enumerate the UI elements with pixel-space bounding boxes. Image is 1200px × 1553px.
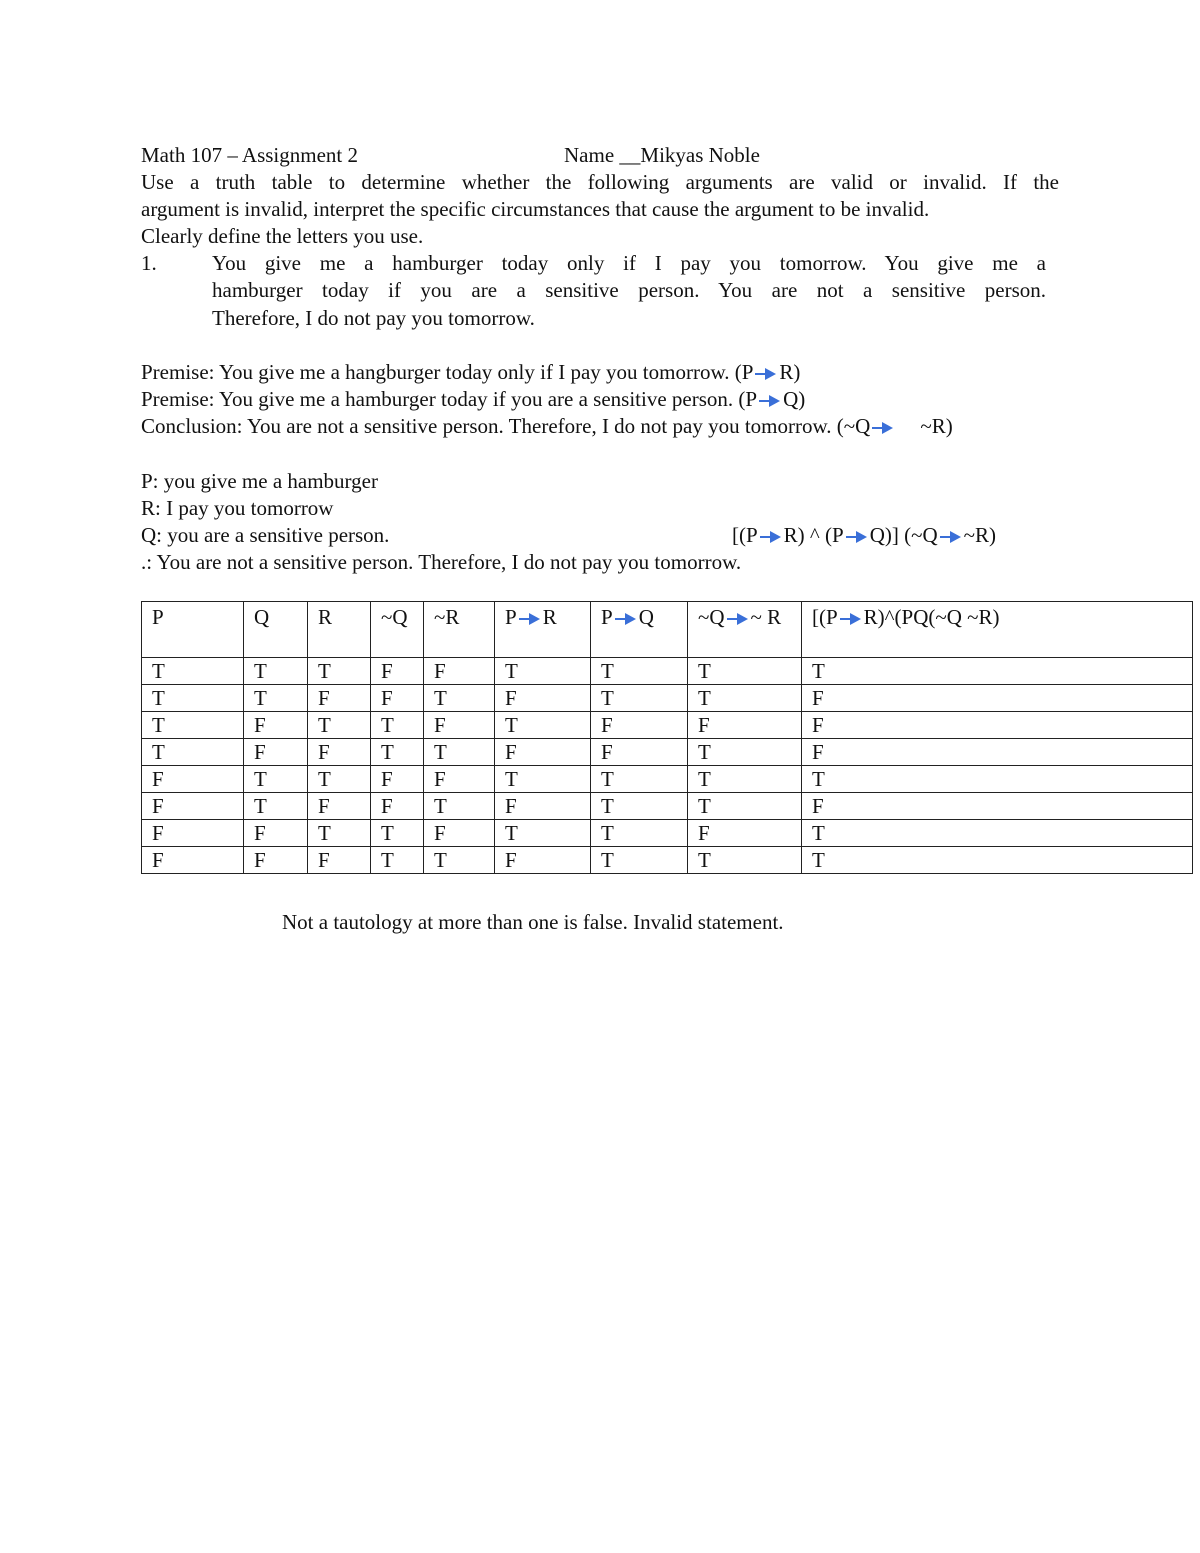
table-cell: F [308,739,371,766]
table-cell: T [371,847,424,874]
instructions-line-1: Use a truth table to determine whether the following arguments are valid or invalid. If the [141,170,1059,194]
column-header-tail: R [542,605,557,629]
table-cell: F [244,847,308,874]
table-cell: T [142,712,244,739]
column-header-tail: R)^(PQ(~Q ~R) [863,605,1000,629]
premise-1-text: Premise: You give me a hangburger today only if I pay you tomorrow. (P [141,360,754,384]
table-cell: F [424,820,495,847]
column-header-tail: ~ R [750,605,782,629]
column-header-label: [(P [812,605,838,629]
table-cell: F [424,712,495,739]
table-cell: F [495,793,591,820]
table-cell: T [802,766,1193,793]
table-cell: F [142,766,244,793]
column-header [244,602,308,658]
column-header [424,602,495,658]
formula-part-4: ~R) [963,523,996,547]
table-cell: F [495,739,591,766]
column-header [688,602,802,658]
table-cell: T [591,820,688,847]
table-cell: F [591,739,688,766]
column-header-tail: Q [638,605,654,629]
table-cell: F [142,793,244,820]
problem-line-1: You give me a hamburger today only if I pay you tomorrow. You give me a [212,251,1046,275]
table-cell: T [244,685,308,712]
table-cell: F [244,739,308,766]
premise-1 [141,359,800,386]
right-arrow-icon [759,394,781,408]
table-cell: T [371,739,424,766]
table-cell: T [591,658,688,685]
table-cell: T [688,685,802,712]
column-header [142,602,244,658]
table-cell: F [591,712,688,739]
table-row [142,820,1193,847]
table-cell: T [688,739,802,766]
definition-p: P: you give me a hamburger [141,469,378,493]
column-header [802,602,1193,658]
table-cell: F [371,766,424,793]
table-cell: F [688,712,802,739]
right-arrow-icon [940,530,962,544]
table-cell: T [244,766,308,793]
table-cell: T [424,739,495,766]
column-header [371,602,424,658]
table-cell: F [371,793,424,820]
column-header-label: ~Q [698,605,725,629]
problem-line-2: hamburger today if you are a sensitive person. You are not a sensitive person. [212,278,1046,302]
truth-table-body [142,658,1193,874]
table-cell: T [688,847,802,874]
premise-1-end: R) [779,360,801,384]
table-row [142,712,1193,739]
column-header [308,602,371,658]
right-arrow-icon [846,530,868,544]
table-cell: T [424,685,495,712]
truth-table [141,601,1193,874]
column-header [495,602,591,658]
table-cell: T [688,766,802,793]
table-cell: F [802,712,1193,739]
table-cell: F [308,847,371,874]
column-header-label: R [318,605,333,629]
table-cell: F [495,685,591,712]
column-header-label: ~Q [381,605,408,629]
student-name: Name __Mikyas Noble [564,143,760,167]
right-arrow-icon [840,612,862,626]
table-cell: F [371,658,424,685]
table-cell: T [371,820,424,847]
definition-r: R: I pay you tomorrow [141,496,334,520]
table-cell: T [688,658,802,685]
formula-part-2: R) ^ (P [783,523,844,547]
table-cell: T [802,847,1193,874]
table-cell: T [591,766,688,793]
table-cell: F [802,739,1193,766]
formula-part-3: Q)] (~Q [869,523,938,547]
table-cell: T [142,739,244,766]
table-cell: F [142,847,244,874]
table-cell: T [424,793,495,820]
table-row [142,658,1193,685]
instructions-line-2: argument is invalid, interpret the specific circumstances that cause the argument to be invalid. [141,197,930,221]
table-cell: T [591,847,688,874]
truth-table-header-row [142,602,1193,658]
table-cell: T [308,766,371,793]
table-cell: T [495,766,591,793]
instructions-line-3: Clearly define the letters you use. [141,224,424,248]
table-row [142,766,1193,793]
table-cell: T [591,685,688,712]
table-cell: T [371,712,424,739]
column-header-label: P [152,605,164,629]
table-cell: T [244,793,308,820]
table-cell: T [244,658,308,685]
formula-part-1: [(P [732,523,758,547]
problem-line-3: Therefore, I do not pay you tomorrow. [212,306,535,330]
right-arrow-icon [755,367,777,381]
premise-2-text: Premise: You give me a hamburger today if you are a sensitive person. (P [141,387,758,411]
table-cell: T [142,658,244,685]
column-header-label: ~R [434,605,460,629]
premise-2 [141,386,805,413]
right-arrow-icon [615,612,637,626]
table-row [142,739,1193,766]
table-cell: T [495,658,591,685]
column-header [591,602,688,658]
table-cell: F [495,847,591,874]
right-arrow-icon [760,530,782,544]
table-cell: T [688,793,802,820]
conclusion-note: Not a tautology at more than one is false. Invalid statement. [282,910,784,934]
table-cell: F [371,685,424,712]
therefore-line: .: You are not a sensitive person. Therefore, I do not pay you tomorrow. [141,550,742,574]
conclusion [141,413,953,440]
table-cell: F [308,793,371,820]
conclusion-end: ~R) [920,414,953,438]
table-cell: F [244,712,308,739]
table-cell: F [424,766,495,793]
right-arrow-icon [727,612,749,626]
column-header-label: Q [254,605,270,629]
problem-number: 1. [141,251,157,275]
table-cell: T [142,685,244,712]
table-cell: F [244,820,308,847]
table-cell: F [308,685,371,712]
table-cell: T [308,712,371,739]
table-cell: F [688,820,802,847]
table-cell: T [495,820,591,847]
table-cell: F [802,685,1193,712]
table-cell: T [802,820,1193,847]
table-row [142,847,1193,874]
right-arrow-icon [519,612,541,626]
column-header-label: P [601,605,613,629]
column-header-label: P [505,605,517,629]
table-row [142,685,1193,712]
definition-q: Q: you are a sensitive person. [141,523,390,547]
table-cell: F [142,820,244,847]
table-cell: F [802,793,1193,820]
premise-2-end: Q) [783,387,806,411]
formula [732,522,996,549]
table-row [142,793,1193,820]
table-cell: T [308,820,371,847]
header-title: Math 107 – Assignment 2 [141,143,359,167]
conclusion-text: Conclusion: You are not a sensitive person. Therefore, I do not pay you tomorrow. (~Q [141,414,871,438]
table-cell: T [591,793,688,820]
table-cell: T [802,658,1193,685]
table-cell: T [308,658,371,685]
table-cell: T [424,847,495,874]
right-arrow-icon [872,421,894,435]
table-cell: T [495,712,591,739]
table-cell: F [424,658,495,685]
